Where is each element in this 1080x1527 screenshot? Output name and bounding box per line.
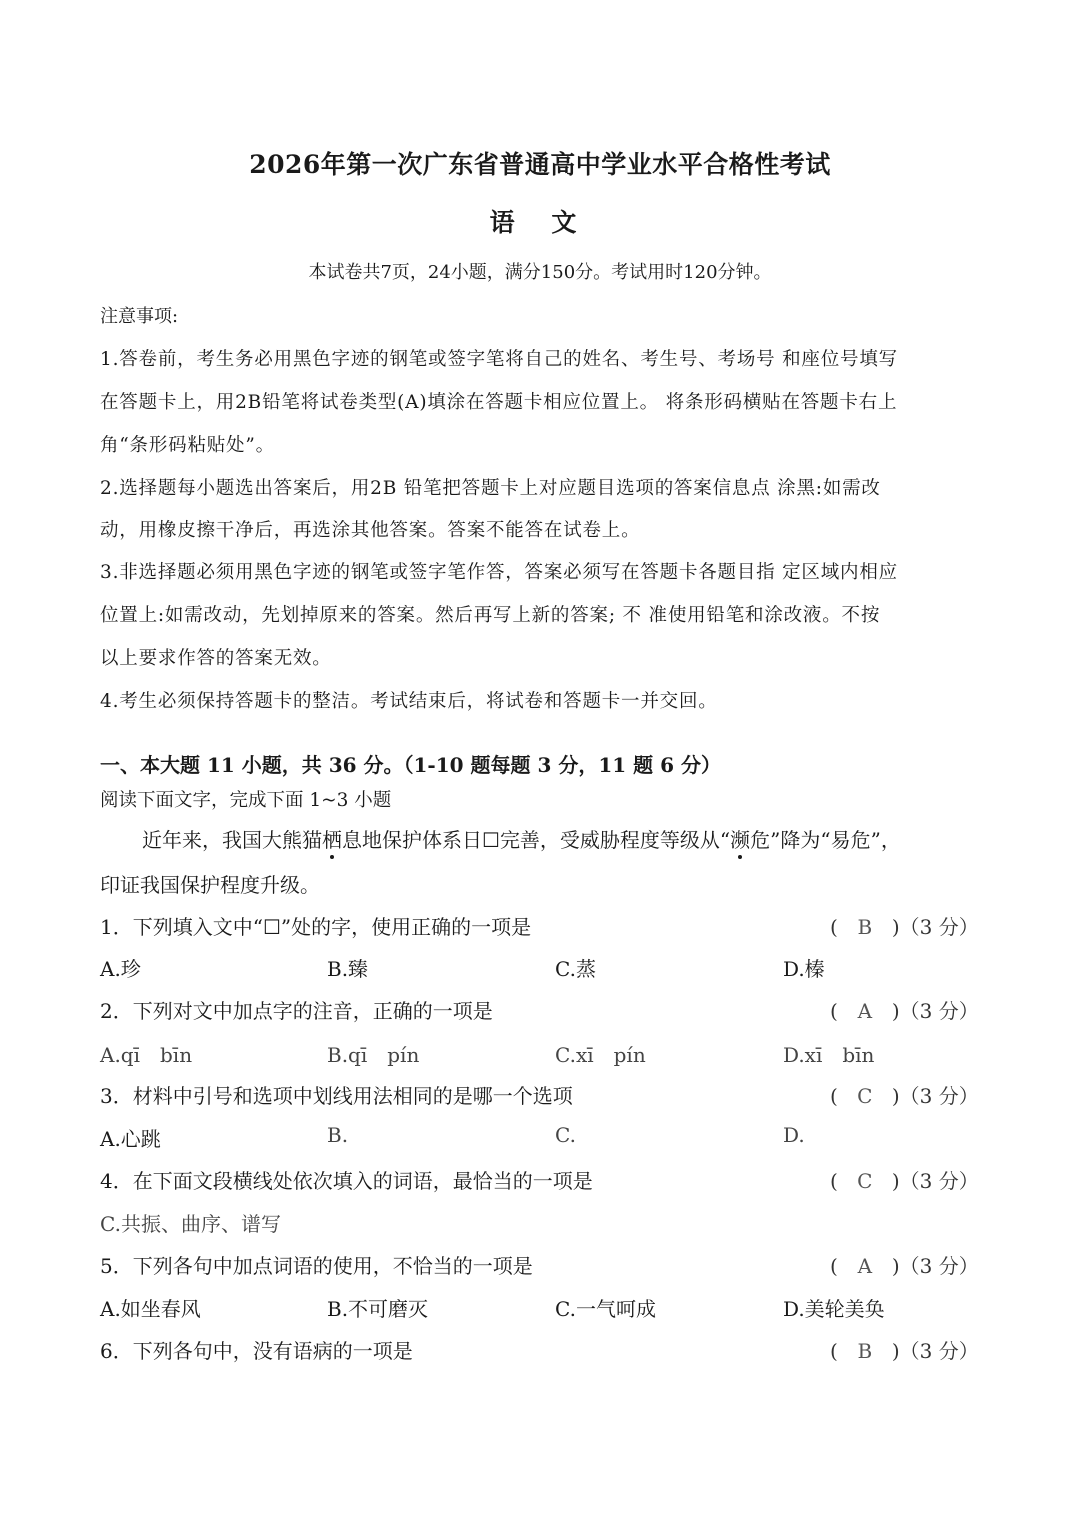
notice-line: 在答题卡上，用2B铅笔将试卷类型(A)填涂在答题卡相应位置上。 将条形码横贴在答题卡右上 (100, 392, 898, 413)
answer-1: ( B )（3 分） (830, 915, 979, 939)
option: C. (555, 1123, 576, 1147)
answer-letter: B (857, 1339, 873, 1363)
question-1: 1．下列填入文中“☐”处的字，使用正确的一项是 (100, 915, 532, 939)
option: C.xī pín (555, 1043, 646, 1067)
notice-heading: 注意事项: (100, 306, 179, 327)
answer-letter: A (857, 999, 873, 1023)
option: A.qī bīn (100, 1043, 193, 1067)
answer-3: ( C )（3 分） (830, 1084, 979, 1108)
question-3: 3．材料中引号和选项中划线用法相同的是哪一个选项 (100, 1084, 573, 1108)
section-heading: 一、本大题 11 小题，共 36 分。（1-10 题每题 3 分，11 题 6 分） (100, 753, 722, 777)
option: B.qī pín (327, 1043, 420, 1067)
option: D.美轮美奂 (783, 1297, 885, 1321)
passage-text: 息地保护体系日 (342, 828, 482, 852)
notice-line: 3.非选择题必须用黑色字迹的钢笔或签字笔作答，答案必须写在答题卡各题目指 定区域内相应 (100, 562, 898, 583)
answer-2: ( A )（3 分） (830, 999, 979, 1023)
option: B.臻 (327, 957, 369, 981)
answer-letter: A (857, 1254, 873, 1278)
passage-text: 危”降为“易危”， (750, 828, 901, 852)
option: A.珍 (100, 957, 141, 981)
notice-line: 以上要求作答的答案无效。 (100, 648, 332, 669)
dotted-char: 濒 (730, 828, 751, 852)
notice-line: 4.考生必须保持答题卡的整洁。考试结束后，将试卷和答题卡一并交回。 (100, 691, 718, 712)
question-2: 2．下列对文中加点字的注音，正确的一项是 (100, 999, 493, 1023)
option: A.如坐春风 (100, 1297, 201, 1321)
option: B. (327, 1123, 349, 1147)
option: C.蒸 (555, 957, 596, 981)
option: D.xī bīn (783, 1043, 875, 1067)
question-4: 4．在下面文段横线处依次填入的词语，最恰当的一项是 (100, 1169, 593, 1193)
exam-title: 2026年第一次广东省普通高中学业水平合格性考试 (249, 150, 831, 179)
option: A.心跳 (100, 1127, 161, 1151)
reading-instruction: 阅读下面文字，完成下面 1~3 小题 (100, 790, 392, 811)
exam-info: 本试卷共7页，24小题，满分150分。考试用时120分钟。 (308, 262, 772, 283)
question-6: 6．下列各句中，没有语病的一项是 (100, 1339, 413, 1363)
option: D. (783, 1123, 805, 1147)
notice-line: 动，用橡皮擦干净后，再选涂其他答案。答案不能答在试卷上。 (100, 520, 641, 541)
notice-line: 2.选择题每小题选出答案后，用2B 铅笔把答题卡上对应题目选项的答案信息点 涂黑:如需改 (100, 478, 881, 499)
answer-letter: B (857, 915, 873, 939)
option: C.共振、曲序、谱写 (100, 1212, 281, 1236)
answer-letter: C (857, 1169, 873, 1193)
answer-4: ( C )（3 分） (830, 1169, 979, 1193)
notice-line: 角“条形码粘贴处”。 (100, 435, 275, 456)
option: B.不可磨灭 (327, 1297, 429, 1321)
blank-box: ☐ (482, 828, 500, 852)
passage-line-2: 印证我国保护程度升级。 (100, 873, 320, 897)
notice-line: 位置上:如需改动，先划掉原来的答案。然后再写上新的答案; 不 准使用铅笔和涂改液。不按 (100, 605, 881, 626)
passage-text: 完善，受威胁程度等级从“ (499, 828, 731, 852)
answer-6: ( B )（3 分） (830, 1339, 979, 1363)
dotted-char: 栖 (322, 828, 342, 852)
passage-text: 近年来，我国大熊猫 (142, 828, 322, 852)
question-5: 5．下列各句中加点词语的使用，不恰当的一项是 (100, 1254, 533, 1278)
answer-5: ( A )（3 分） (830, 1254, 979, 1278)
notice-line: 1.答卷前，考生务必用黑色字迹的钢笔或签字笔将自己的姓名、考生号、考场号 和座位号填写 (100, 349, 898, 370)
passage-line-1 (142, 824, 901, 853)
option: D.榛 (783, 957, 825, 981)
option: C.一气呵成 (555, 1297, 656, 1321)
subject-title: 语 文 (489, 208, 591, 237)
answer-letter: C (857, 1084, 873, 1108)
